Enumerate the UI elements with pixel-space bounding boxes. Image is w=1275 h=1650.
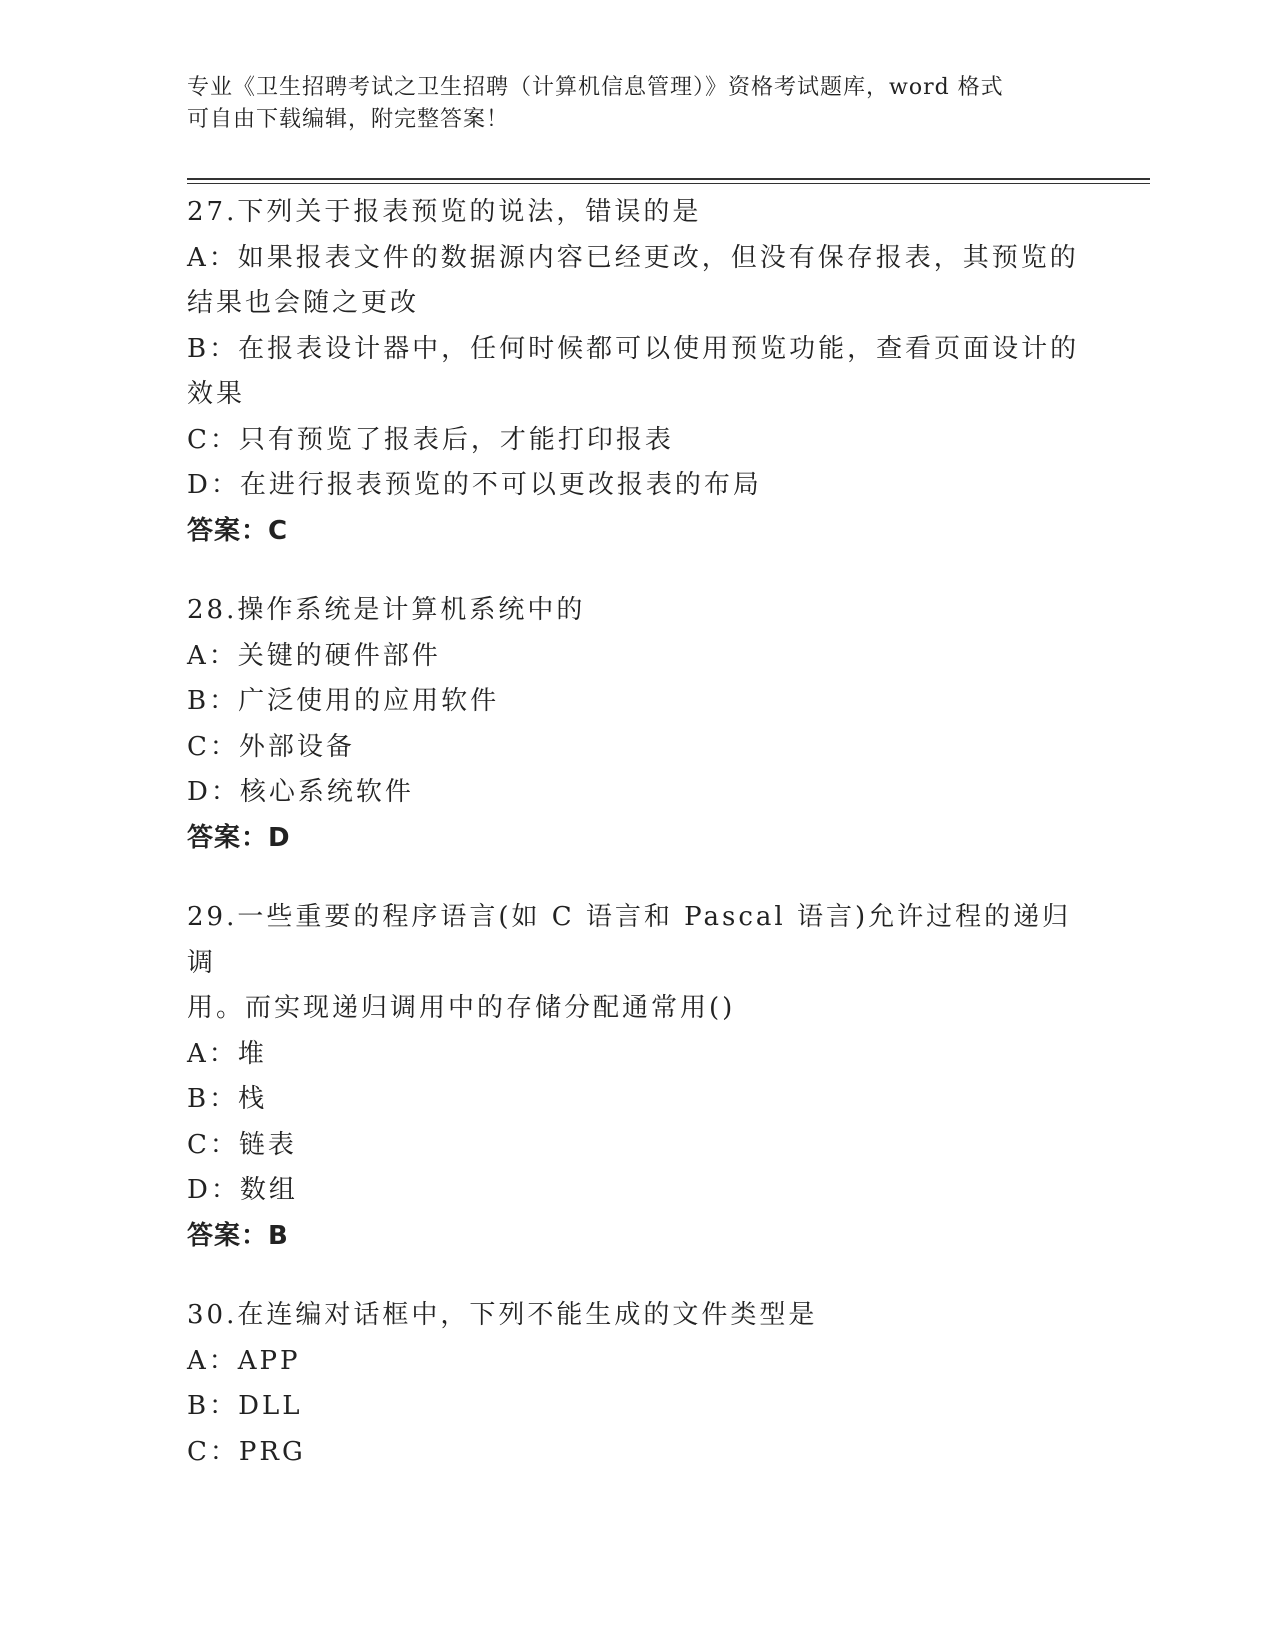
- answer-label: 答案：C: [187, 515, 289, 546]
- option-a: A：APP: [187, 1345, 301, 1376]
- question-30: [187, 1293, 1087, 1475]
- question-stem: 29.一些重要的程序语言(如 C 语言和 Pascal 语言)允许过程的递归调: [187, 902, 1072, 978]
- option-b: B：DLL: [187, 1391, 303, 1421]
- question-stem: 30.在连编对话框中，下列不能生成的文件类型是: [187, 1300, 818, 1330]
- option-a: A：关键的硬件部件: [187, 640, 441, 671]
- answer-label: 答案：D: [187, 822, 291, 853]
- option-c: C：链表: [187, 1129, 297, 1160]
- option-d: D：数组: [187, 1175, 298, 1205]
- option-b: B：在报表设计器中，任何时候都可以使用预览功能，查看页面设计的: [187, 333, 1080, 364]
- option-a: A：堆: [187, 1038, 267, 1069]
- question-list: [187, 190, 1087, 1509]
- option-b-continued: 效果: [187, 379, 246, 409]
- option-b: B：栈: [187, 1084, 268, 1114]
- option-a-continued: 结果也会随之更改: [187, 288, 420, 318]
- option-a: A：如果报表文件的数据源内容已经更改，但没有保存报表，其预览的: [187, 242, 1079, 273]
- header-line-1: 专业《卫生招聘考试之卫生招聘（计算机信息管理）》资格考试题库，word 格式: [187, 75, 1004, 100]
- question-stem-continued: 用。而实现递归调用中的存储分配通常用(): [187, 993, 736, 1023]
- document-header: [187, 72, 1087, 136]
- option-c: C：只有预览了报表后，才能打印报表: [187, 424, 674, 455]
- option-d: D：在进行报表预览的不可以更改报表的布局: [187, 470, 762, 500]
- question-29: [187, 895, 1087, 1259]
- option-c: C：PRG: [187, 1436, 306, 1467]
- header-divider-thin: [187, 183, 1150, 184]
- question-stem: 27.下列关于报表预览的说法，错误的是: [187, 197, 702, 227]
- option-c: C：外部设备: [187, 731, 355, 762]
- header-line-2: 可自由下载编辑，附完整答案！: [187, 107, 510, 132]
- answer-label: 答案：B: [187, 1220, 289, 1251]
- question-27: [187, 190, 1087, 554]
- option-b: B：广泛使用的应用软件: [187, 686, 500, 716]
- question-28: [187, 588, 1087, 861]
- option-d: D：核心系统软件: [187, 777, 414, 807]
- question-stem: 28.操作系统是计算机系统中的: [187, 595, 586, 625]
- header-divider-thick: [187, 178, 1150, 180]
